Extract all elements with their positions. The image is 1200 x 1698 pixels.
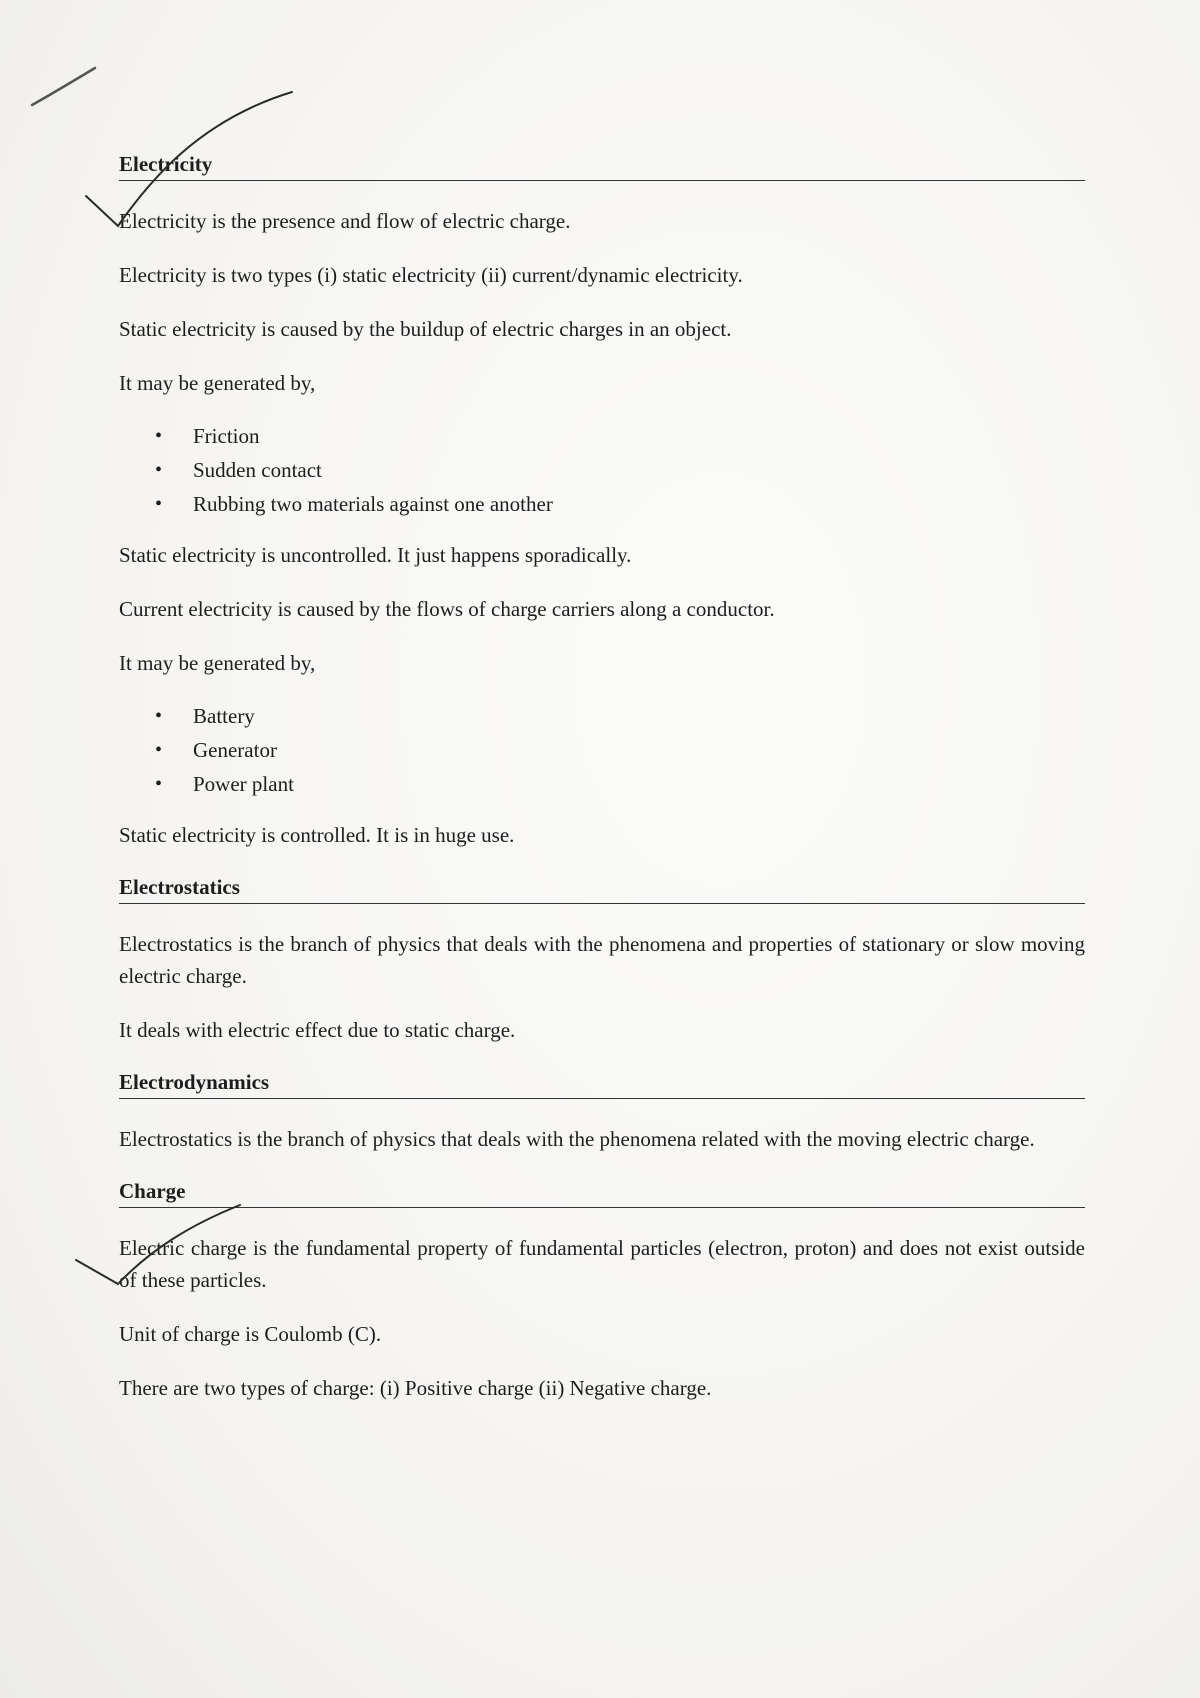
current-generated-by: It may be generated by, [119,651,316,675]
static-uncontrolled: Static electricity is uncontrolled. It just happens sporadically. [119,543,632,567]
current-sources-list [119,699,1085,801]
charge-types: There are two types of charge: (i) Positive charge (ii) Negative charge. [119,1376,712,1400]
list-item: • Battery [193,699,1085,733]
heading-charge: Charge [119,1177,1085,1208]
static-generated-by: It may be generated by, [119,371,316,395]
static-controlled: Static electricity is controlled. It is in huge use. [119,823,515,847]
heading-electricity: Electricity [119,150,1085,181]
list-item: • Sudden contact [193,453,1085,487]
current-electricity-cause: Current electricity is caused by the flows of charge carriers along a conductor. [119,597,775,621]
electrodynamics-definition: Electrostatics is the branch of physics that deals with the phenomena related with the moving electric charge. [119,1127,1035,1151]
electricity-definition: Electricity is the presence and flow of electric charge. [119,209,571,233]
charge-definition: Electric charge is the fundamental property of fundamental particles (electron, proton) and does not exist outside of these particles. [119,1236,1085,1292]
heading-electrostatics: Electrostatics [119,873,1085,904]
static-sources-list [119,419,1085,521]
list-item: • Power plant [193,767,1085,801]
electrostatics-definition: Electrostatics is the branch of physics that deals with the phenomena and properties of stationary or slow moving electric charge. [119,932,1085,988]
charge-unit: Unit of charge is Coulomb (C). [119,1322,382,1346]
electrostatics-effect: It deals with electric effect due to static charge. [119,1018,516,1042]
pen-stroke-top-left [32,68,95,105]
electricity-types: Electricity is two types (i) static electricity (ii) current/dynamic electricity. [119,263,743,287]
static-electricity-cause: Static electricity is caused by the buildup of electric charges in an object. [119,317,732,341]
heading-electrodynamics: Electrodynamics [119,1068,1085,1099]
list-item: • Rubbing two materials against one another [193,487,1085,521]
list-item: • Friction [193,419,1085,453]
list-item: • Generator [193,733,1085,767]
document-body [119,150,1085,1426]
